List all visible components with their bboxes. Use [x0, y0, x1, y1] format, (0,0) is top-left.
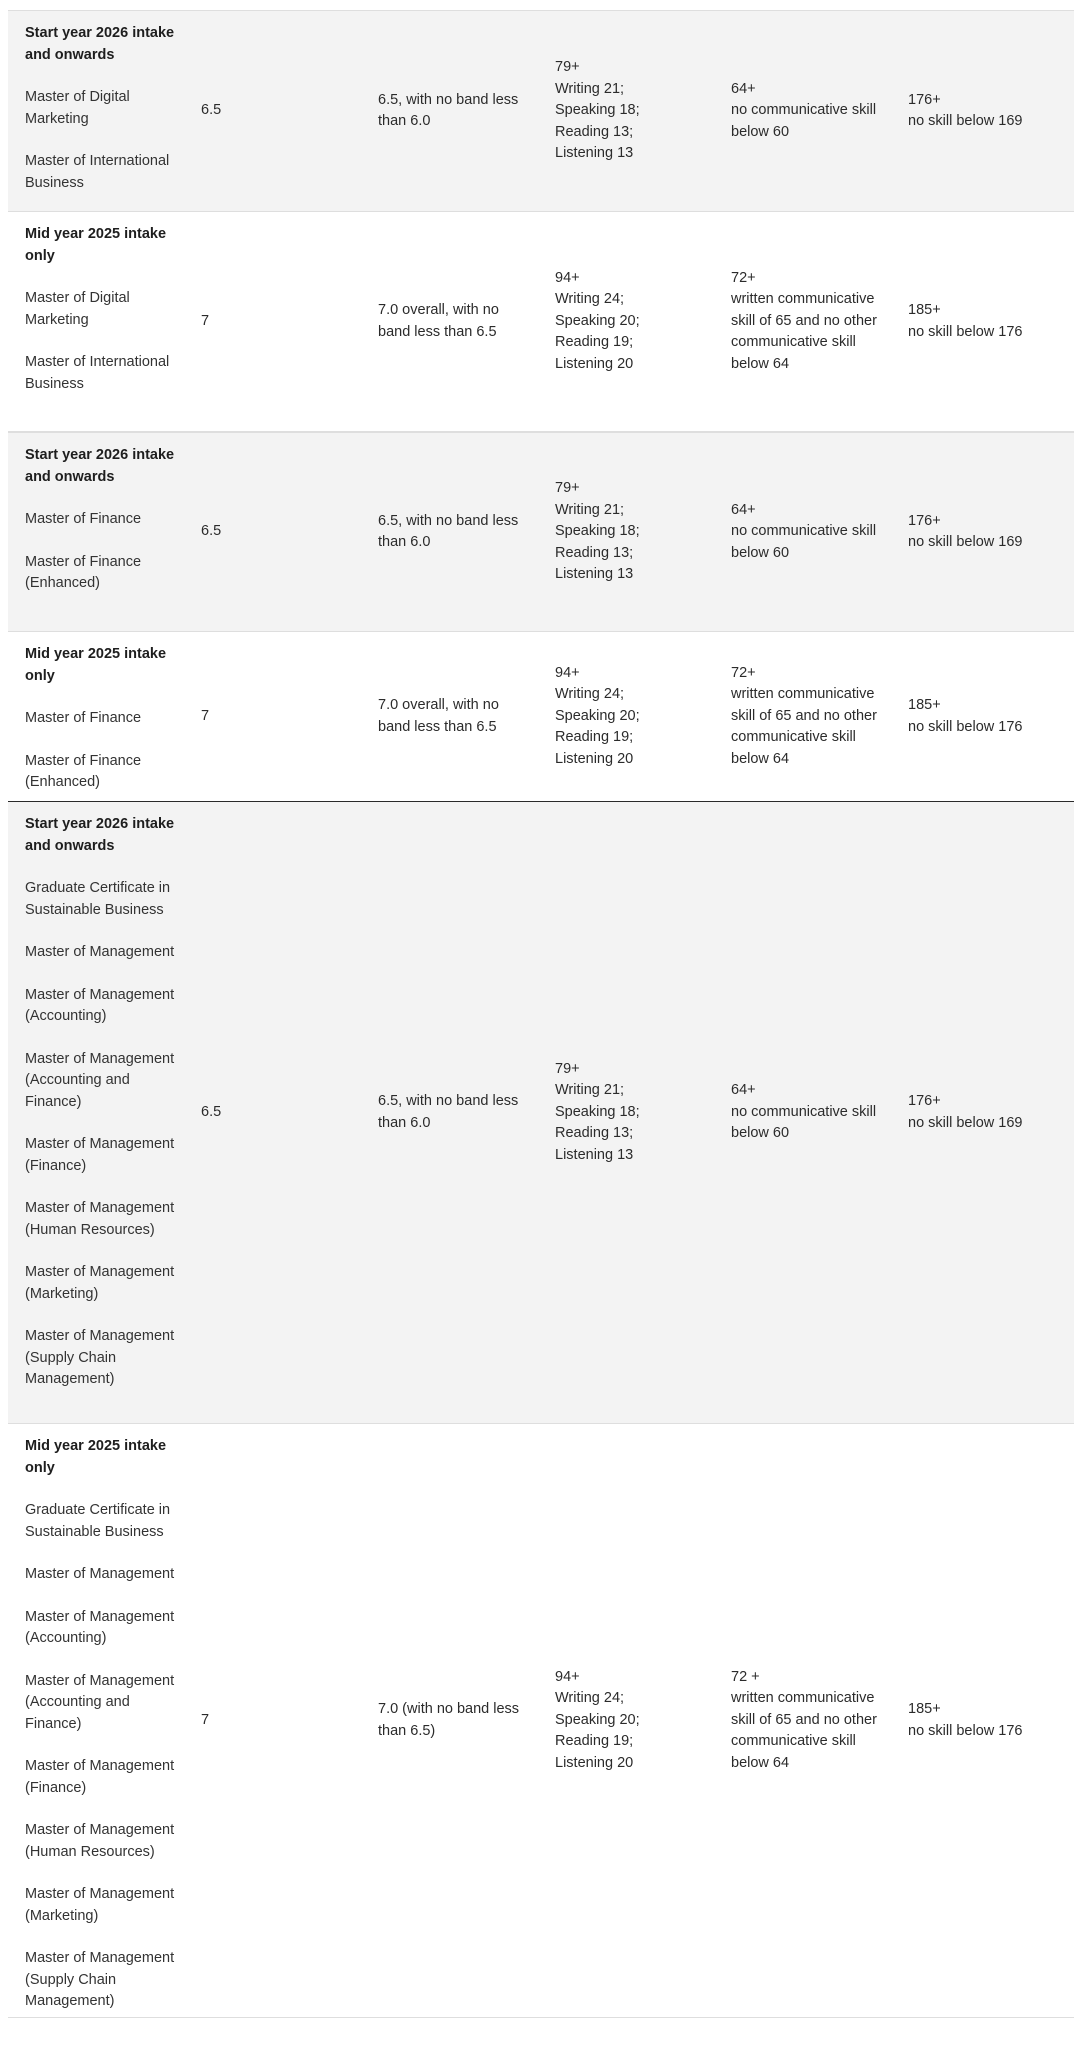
program-name-line: Sustainable Business	[25, 1523, 164, 1540]
toefl-line: Listening 13	[555, 1146, 634, 1163]
pte-line: communicative skill	[731, 1733, 856, 1750]
program-name-line: Master of Management	[25, 1758, 175, 1774]
pte-line: 64+	[731, 501, 756, 518]
program-cell	[25, 632, 185, 801]
ielts-overall-cell	[201, 632, 351, 801]
program-name	[25, 1671, 185, 1736]
pte-line: below 64	[731, 750, 790, 767]
program-name-line: Master of Management	[25, 1566, 175, 1582]
program-cell	[25, 212, 185, 431]
toefl-line: Writing 21;	[555, 501, 625, 518]
program-name-line: Marketing	[25, 311, 89, 328]
program-name-line: (Enhanced)	[25, 774, 100, 790]
ielts-overall-value: 7	[201, 312, 210, 329]
toefl-line: Speaking 18;	[555, 523, 640, 540]
program-name-line: Master of Management	[25, 1328, 175, 1344]
ielts-band-cell	[378, 433, 538, 631]
toefl-line: Reading 19;	[555, 729, 634, 746]
cae-line: no skill below 169	[908, 1114, 1023, 1131]
cae-line: no skill below 176	[908, 1722, 1023, 1739]
program-name-line: Master of Digital	[25, 290, 130, 306]
program-name-line: Graduate Certificate in	[25, 1502, 171, 1518]
ielts-band-cell	[378, 632, 538, 801]
program-name-line: Management)	[25, 1371, 115, 1387]
program-name	[25, 1500, 185, 1543]
pte-cell	[731, 1424, 891, 2017]
program-name	[25, 1948, 185, 2013]
toefl-line: Reading 13;	[555, 123, 634, 140]
ielts-band-line: 6.5, with no band less	[378, 1093, 519, 1109]
program-name-line: Master of Management	[25, 1136, 175, 1152]
ielts-overall-value: 7	[201, 707, 210, 724]
toefl-line: Listening 20	[555, 355, 634, 372]
program-name	[25, 1820, 185, 1863]
program-name-line: (Marketing)	[25, 1907, 99, 1924]
program-name-line: (Human Resources)	[25, 1221, 155, 1238]
intake-heading	[25, 445, 185, 488]
intake-heading-line: Mid year 2025 intake	[25, 226, 167, 242]
cae-cell	[908, 632, 1068, 801]
table-row	[8, 632, 1074, 802]
program-name-line: Sustainable Business	[25, 901, 164, 918]
program-name	[25, 1134, 185, 1177]
program-name-line: Business	[25, 174, 84, 191]
program-name	[25, 1198, 185, 1241]
toefl-line: Speaking 20;	[555, 312, 640, 329]
toefl-line: Writing 21;	[555, 80, 625, 97]
toefl-line: Listening 13	[555, 566, 634, 583]
ielts-band-line: 7.0 overall, with no	[378, 697, 499, 713]
toefl-line: Speaking 20;	[555, 707, 640, 724]
program-name-line: Master of Management	[25, 1672, 175, 1689]
program-name-line: Master of Management	[25, 1608, 175, 1625]
ielts-overall-cell	[201, 11, 351, 211]
toefl-line: Listening 13	[555, 145, 634, 162]
program-name-line: Master of Finance	[25, 752, 142, 769]
ielts-band-line: 6.5, with no band less	[378, 91, 519, 108]
program-name	[25, 1049, 185, 1114]
program-name-line: Management)	[25, 1993, 115, 2009]
ielts-overall-cell	[201, 433, 351, 631]
ielts-band-line: 7.0 (with no band less	[378, 1701, 520, 1717]
pte-line: below 60	[731, 123, 790, 140]
cae-line: no skill below 176	[908, 718, 1023, 735]
program-name-line: (Accounting)	[25, 1008, 107, 1024]
program-name	[25, 87, 185, 130]
toefl-line: Writing 24;	[555, 1690, 625, 1707]
program-name-line: Master of Digital	[25, 89, 130, 105]
pte-line: 64+	[731, 80, 756, 97]
intake-heading-line: only	[25, 247, 55, 264]
ielts-overall-value: 6.5	[201, 102, 222, 119]
toefl-line: Writing 24;	[555, 291, 625, 308]
program-name-line: (Marketing)	[25, 1285, 99, 1302]
program-name-line: Master of International	[25, 153, 170, 169]
program-name-line: Graduate Certificate in	[25, 880, 171, 896]
toefl-line: Listening 20	[555, 1754, 634, 1771]
pte-line: below 64	[731, 1754, 790, 1771]
pte-line: no communicative skill	[731, 102, 877, 119]
toefl-cell	[555, 1424, 715, 2017]
toefl-line: Speaking 18;	[555, 102, 640, 119]
ielts-overall-cell	[201, 1424, 351, 2017]
program-name-line: (Accounting and	[25, 1072, 130, 1088]
cae-cell	[908, 212, 1068, 431]
cae-line: 185+	[908, 302, 941, 318]
pte-cell	[731, 11, 891, 211]
pte-line: written communicative	[731, 291, 875, 308]
toefl-line: 79+	[555, 1060, 580, 1077]
table-row	[8, 212, 1074, 432]
cae-line: no skill below 176	[908, 323, 1023, 340]
program-name	[25, 151, 185, 194]
toefl-cell	[555, 11, 715, 211]
intake-heading-line: Start year 2026 intake	[25, 447, 175, 463]
intake-heading	[25, 224, 185, 267]
ielts-overall-value: 6.5	[201, 523, 222, 540]
program-name-line: (Enhanced)	[25, 575, 100, 591]
toefl-line: Speaking 18;	[555, 1103, 640, 1120]
ielts-band-cell	[378, 11, 538, 211]
pte-line: no communicative skill	[731, 1103, 877, 1120]
program-name	[25, 509, 185, 531]
ielts-band-line: 7.0 overall, with no	[378, 302, 499, 318]
program-name-line: Master of Finance	[25, 710, 142, 726]
cae-cell	[908, 433, 1068, 631]
pte-cell	[731, 433, 891, 631]
pte-cell	[731, 802, 891, 1423]
toefl-line: 79+	[555, 59, 580, 76]
intake-heading-line: only	[25, 667, 55, 684]
program-name-line: Master of Management	[25, 1200, 175, 1216]
program-name-line: (Supply Chain	[25, 1971, 117, 1988]
intake-heading-line: Start year 2026 intake	[25, 816, 175, 832]
pte-line: skill of 65 and no other	[731, 1711, 877, 1728]
intake-heading-line: Mid year 2025 intake	[25, 1438, 167, 1454]
program-cell	[25, 11, 185, 211]
program-name	[25, 352, 185, 395]
toefl-cell	[555, 632, 715, 801]
program-name	[25, 1756, 185, 1799]
program-name	[25, 942, 185, 964]
program-name-line: (Accounting)	[25, 1630, 107, 1646]
pte-line: no communicative skill	[731, 523, 877, 540]
toefl-line: Speaking 20;	[555, 1711, 640, 1728]
pte-line: 72+	[731, 269, 756, 286]
ielts-overall-cell	[201, 802, 351, 1423]
pte-line: communicative skill	[731, 334, 856, 351]
ielts-overall-value: 6.5	[201, 1103, 222, 1120]
ielts-band-line: than 6.0	[378, 534, 431, 550]
program-name-line: (Human Resources)	[25, 1843, 155, 1860]
program-name	[25, 552, 185, 595]
pte-line: skill of 65 and no other	[731, 707, 877, 724]
table-row	[8, 10, 1074, 212]
pte-line: communicative skill	[731, 729, 856, 746]
intake-heading	[25, 23, 185, 66]
ielts-band-cell	[378, 802, 538, 1423]
toefl-line: Reading 13;	[555, 1125, 634, 1142]
program-name-line: Finance)	[25, 1093, 82, 1110]
program-name	[25, 1564, 185, 1586]
toefl-line: Reading 19;	[555, 1733, 634, 1750]
cae-cell	[908, 802, 1068, 1423]
toefl-line: 94+	[555, 269, 580, 286]
pte-line: skill of 65 and no other	[731, 312, 877, 329]
program-cell	[25, 1424, 185, 2017]
english-requirements-table	[8, 10, 1074, 2018]
toefl-line: Reading 19;	[555, 334, 634, 351]
toefl-line: 94+	[555, 1668, 580, 1685]
program-name-line: Master of Management	[25, 1050, 175, 1067]
program-name-line: Master of Management	[25, 1264, 175, 1280]
ielts-overall-value: 7	[201, 1711, 210, 1728]
program-name-line: (Accounting and	[25, 1694, 130, 1710]
program-cell	[25, 802, 185, 1423]
toefl-line: Writing 24;	[555, 686, 625, 703]
ielts-band-line: than 6.5)	[378, 1722, 436, 1739]
ielts-band-line: 6.5, with no band less	[378, 512, 519, 529]
cae-line: 185+	[908, 697, 941, 713]
cae-line: no skill below 169	[908, 534, 1023, 550]
pte-line: written communicative	[731, 686, 875, 703]
toefl-cell	[555, 433, 715, 631]
pte-line: below 64	[731, 355, 790, 372]
program-name	[25, 1262, 185, 1305]
ielts-band-line: band less than 6.5	[378, 718, 497, 735]
cae-line: 176+	[908, 512, 941, 529]
intake-heading-line: and onwards	[25, 468, 115, 485]
toefl-line: Listening 20	[555, 750, 634, 767]
ielts-band-line: band less than 6.5	[378, 323, 497, 340]
pte-line: below 60	[731, 544, 790, 561]
ielts-band-line: than 6.0	[378, 113, 431, 129]
program-name-line: Marketing	[25, 110, 89, 127]
program-name-line: Master of Management	[25, 944, 175, 960]
program-name	[25, 288, 185, 331]
ielts-band-cell	[378, 1424, 538, 2017]
program-name	[25, 751, 185, 794]
program-name	[25, 708, 185, 730]
cae-line: 176+	[908, 91, 941, 108]
pte-cell	[731, 632, 891, 801]
intake-heading	[25, 814, 185, 857]
program-name	[25, 1326, 185, 1391]
ielts-overall-cell	[201, 212, 351, 431]
intake-heading	[25, 644, 185, 687]
pte-line: below 60	[731, 1125, 790, 1142]
intake-heading-line: only	[25, 1459, 55, 1476]
cae-line: 176+	[908, 1093, 941, 1109]
toefl-cell	[555, 802, 715, 1423]
table-row	[8, 802, 1074, 1424]
program-name-line: (Finance)	[25, 1779, 87, 1796]
ielts-band-line: than 6.0	[378, 1114, 431, 1131]
program-name-line: (Finance)	[25, 1157, 87, 1174]
pte-line: 64+	[731, 1082, 756, 1099]
program-name	[25, 878, 185, 921]
ielts-band-cell	[378, 212, 538, 431]
program-name-line: Master of Management	[25, 1950, 175, 1966]
program-name	[25, 985, 185, 1028]
program-name-line: Master of Management	[25, 1822, 175, 1838]
program-name-line: Master of Finance	[25, 511, 142, 527]
program-name-line: Master of International	[25, 354, 170, 370]
toefl-line: 79+	[555, 480, 580, 497]
pte-cell	[731, 212, 891, 431]
pte-line: 72 +	[731, 1668, 760, 1685]
program-name-line: Master of Management	[25, 986, 175, 1003]
pte-line: written communicative	[731, 1690, 875, 1707]
pte-line: 72+	[731, 664, 756, 681]
program-name-line: Master of Management	[25, 1886, 175, 1902]
program-name	[25, 1607, 185, 1650]
intake-heading-line: and onwards	[25, 837, 115, 854]
toefl-line: Reading 13;	[555, 544, 634, 561]
intake-heading-line: Start year 2026 intake	[25, 25, 175, 41]
intake-heading	[25, 1436, 185, 1479]
toefl-line: Writing 21;	[555, 1082, 625, 1099]
intake-heading-line: Mid year 2025 intake	[25, 646, 167, 662]
program-name-line: Finance)	[25, 1715, 82, 1732]
toefl-line: 94+	[555, 664, 580, 681]
cae-line: 185+	[908, 1701, 941, 1717]
program-name-line: (Supply Chain	[25, 1349, 117, 1366]
program-name-line: Master of Finance	[25, 553, 142, 570]
program-cell	[25, 433, 185, 631]
program-name	[25, 1884, 185, 1927]
toefl-cell	[555, 212, 715, 431]
table-row	[8, 432, 1074, 632]
program-name-line: Business	[25, 375, 84, 392]
cae-line: no skill below 169	[908, 113, 1023, 129]
cae-cell	[908, 11, 1068, 211]
intake-heading-line: and onwards	[25, 46, 115, 63]
cae-cell	[908, 1424, 1068, 2017]
table-row	[8, 1424, 1074, 2018]
